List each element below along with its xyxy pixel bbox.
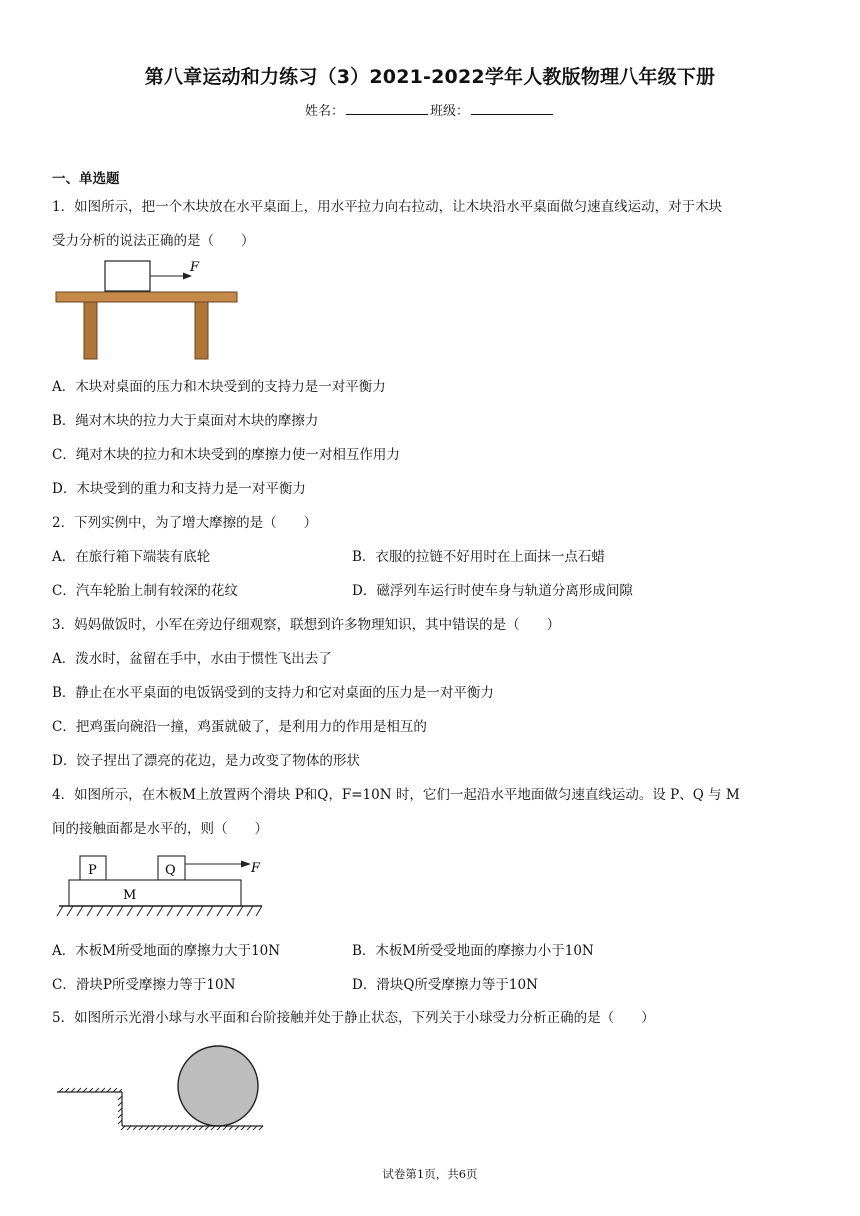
q1-option-a[interactable]: A．木块对桌面的压力和木块受到的支持力是一对平衡力	[52, 379, 386, 395]
q5-figure-ball-step	[55, 1040, 270, 1130]
class-blank[interactable]	[471, 102, 553, 115]
q2-stem: 2．下列实例中，为了增大摩擦的是（ ）	[52, 515, 318, 531]
slider-q-label: Q	[165, 863, 176, 878]
q2-option-b[interactable]: B．衣服的拉链不好用时在上面抹一点石蜡	[352, 549, 605, 565]
q2-option-d[interactable]: D．磁浮列车运行时使车身与轨道分离形成间隙	[352, 583, 633, 599]
name-class-line	[0, 100, 860, 119]
q4-stem-line-1: 4．如图所示，在木板M上放置两个滑块 P和Q，F=10N 时，它们一起沿水平地面做匀速直线运动。设 P、Q 与 M	[52, 787, 740, 803]
q4-force-label: F	[251, 861, 261, 876]
q1-figure-table	[50, 255, 250, 365]
table-leg-left	[84, 302, 97, 359]
q1-option-d[interactable]: D．木块受到的重力和支持力是一对平衡力	[52, 481, 306, 497]
table-leg-right	[195, 302, 208, 359]
wood-block	[105, 261, 150, 291]
q3-option-d[interactable]: D．饺子捏出了漂亮的花边，是力改变了物体的形状	[52, 753, 360, 769]
q1-stem-line-1: 1．如图所示，把一个木块放在水平桌面上，用水平拉力向右拉动，让木块沿水平桌面做匀速直线运动，对于木块	[52, 199, 723, 215]
q2-option-c[interactable]: C．汽车轮胎上制有较深的花纹	[52, 583, 238, 599]
class-label: 班级：	[430, 104, 470, 119]
ball	[178, 1046, 258, 1126]
name-blank[interactable]	[346, 102, 428, 115]
q3-stem: 3．妈妈做饭时，小军在旁边仔细观察，联想到许多物理知识，其中错误的是（ ）	[52, 617, 561, 633]
page-title: 第八章运动和力练习（3）2021-2022学年人教版物理八年级下册	[144, 66, 716, 88]
q1-option-c[interactable]: C．绳对木块的拉力和木块受到的摩擦力使一对相互作用力	[52, 447, 400, 463]
q4-option-b[interactable]: B．木板M所受受地面的摩擦力小于10N	[352, 943, 594, 959]
board-m	[69, 880, 241, 906]
page-footer: 试卷第1页，共6页	[382, 1167, 478, 1181]
q1-option-b[interactable]: B．绳对木块的拉力大于桌面对木块的摩擦力	[52, 413, 319, 429]
q5-stem: 5．如图所示光滑小球与水平面和台阶接触并处于静止状态，下列关于小球受力分析正确的是（ ）	[52, 1010, 655, 1026]
q4-option-c[interactable]: C．滑块P所受摩擦力等于10N	[52, 977, 236, 993]
q3-option-c[interactable]: C．把鸡蛋向碗沿一撞，鸡蛋就破了，是利用力的作用是相互的	[52, 719, 427, 735]
board-m-label: M	[123, 888, 137, 903]
table-top	[56, 292, 237, 302]
q4-option-d[interactable]: D．滑块Q所受摩擦力等于10N	[352, 977, 538, 993]
force-label: F	[190, 260, 200, 275]
q1-stem-line-2: 受力分析的说法正确的是（ ）	[52, 233, 255, 249]
q4-option-a[interactable]: A．木板M所受地面的摩擦力大于10N	[52, 943, 281, 959]
q3-option-a[interactable]: A．泼水时，盆留在手中，水由于惯性飞出去了	[52, 651, 332, 667]
q2-option-a[interactable]: A．在旅行箱下端装有底轮	[52, 549, 211, 565]
name-label: 姓名：	[304, 104, 344, 119]
ground-hatching	[57, 906, 262, 916]
q3-option-b[interactable]: B．静止在水平桌面的电饭锅受到的支持力和它对桌面的压力是一对平衡力	[52, 685, 494, 701]
section-title: 一、单选题	[52, 171, 120, 187]
q4-stem-line-2: 间的接触面都是水平的，则（ ）	[52, 821, 268, 837]
q4-figure-board	[55, 852, 270, 922]
slider-p-label: P	[88, 863, 97, 878]
